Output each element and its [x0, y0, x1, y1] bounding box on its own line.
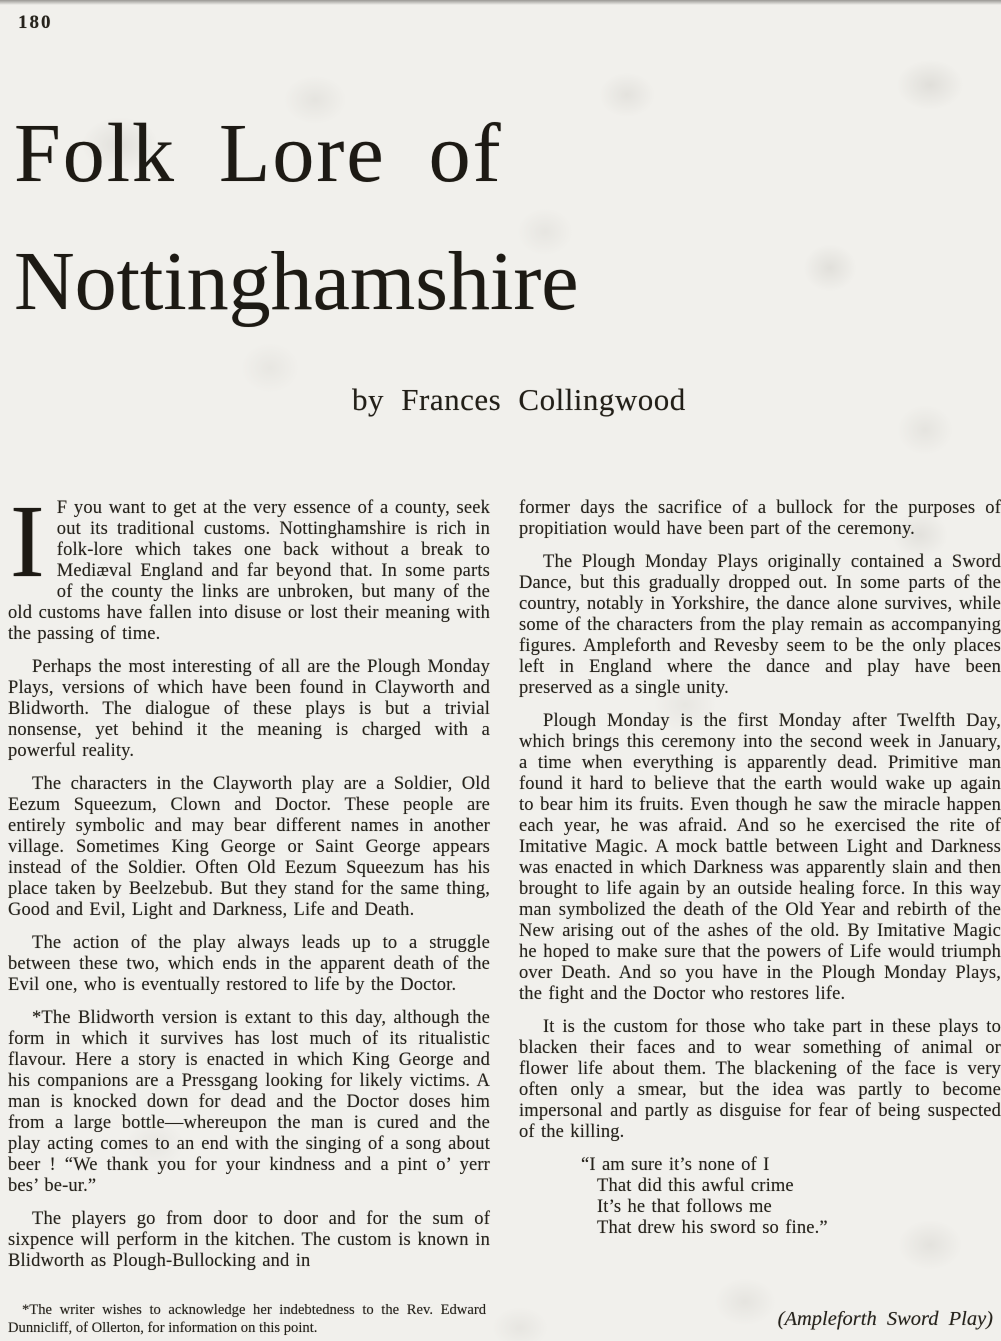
verse-line: That drew his sword so fine.”: [597, 1218, 828, 1238]
byline: by Frances Collingwood: [352, 382, 686, 417]
paragraph: Plough Monday is the first Monday after Twelfth Day, which brings this ceremony into the second week in January, a time when everything is apparently dead. Primitive man found it hard to believe that the earth would wake up again to bear him its fruits. Even though he saw the miracle happen each year, he was afraid. And so he exercised the rite of Imitative Magic. A mock battle between Light and Darkness was enacted in which Darkness was apparently slain and then brought to life again by an outside healing force. In this way man symbolized the death of the Old Year and rebirth of the New arising out of the ashes of the old. By Imitative Magic he hoped to make sure that the powers of Life would triumph over Death. And so you have in the Plough Monday Plays, the fight and the Doctor who restores life.: [519, 711, 1001, 1004]
paragraph-continuation: former days the sacrifice of a bullock for the purposes of propitiation would have been part of the ceremony.: [519, 498, 1001, 539]
verse-line: “I am sure it’s none of I: [581, 1155, 770, 1175]
right-column: [519, 498, 1001, 1239]
drop-cap-letter: I: [10, 484, 45, 599]
left-column: [8, 484, 490, 1284]
page-number: 180: [18, 12, 53, 33]
article-title-line-1: Folk Lore of: [14, 107, 503, 200]
verse-line: That did this awful crime: [597, 1176, 794, 1196]
paragraph: *The Blidworth version is extant to this day, although the form in which it survives has lost much of its ritualistic flavour. Here a story is enacted in which King George and his companions are a Pressgang looking for likely victims. A man is knocked down for dead and the Doctor doses him from a large bottle—whereupon the man is cured and the play acting comes to an end with the singing of a song about beer ! “We thank you for your kindness and a pint o’ yerr bes’ be-ur.”: [8, 1008, 490, 1196]
article-title-line-2: Nottinghamshire: [14, 235, 579, 328]
verse-attribution: (Ampleforth Sword Play): [777, 1308, 993, 1330]
paragraph-text: F you want to get at the very essence of a county, seek out its traditional customs. Nottinghamshire is rich in folk-lore which takes one back without a break to Mediæval England and far beyond that. In some parts of the county the links are unbroken, but many of the old customs have fallen into disuse or lost their meaning with the passing of time.: [8, 498, 490, 644]
footnote: *The writer wishes to acknowledge her indebtedness to the Rev. Edward Dunnicliff, of Ollerton, for information on this point.: [8, 1302, 486, 1336]
paragraph: The action of the play always leads up to a struggle between these two, which ends in the apparent death of the Evil one, who is eventually restored to life by the Doctor.: [8, 933, 490, 995]
paragraph: It is the custom for those who take part in these plays to blacken their faces and to wear something of animal or flower life about them. The blackening of the face is very often only a smear, but the idea was partly to become impersonal and partly as disguise for fear of being suspected of the killing.: [519, 1017, 1001, 1142]
paragraph: The Plough Monday Plays originally contained a Sword Dance, but this gradually dropped out. In some parts of the country, notably in Yorkshire, the dance alone survives, while some of the characters from the play remain as accompanying figures. Ampleforth and Revesby seem to be the only places left in England where the dance and play have been preserved as a single unity.: [519, 552, 1001, 698]
verse-quote: [581, 1155, 1001, 1239]
scan-edge-shadow: [0, 0, 1001, 5]
paragraph: The players go from door to door and for the sum of sixpence will perform in the kitchen. The custom is known in Blidworth as Plough-Bullocking and in: [8, 1209, 490, 1271]
paragraph: Perhaps the most interesting of all are the Plough Monday Plays, versions of which have been found in Clayworth and Blidworth. The dialogue of these plays is but a trivial nonsense, yet behind it the meaning is charged with a powerful reality.: [8, 657, 490, 761]
paragraph: The characters in the Clayworth play are a Soldier, Old Eezum Squeezum, Clown and Doctor. These people are entirely symbolic and may bear different names in another village. Sometimes King George or Saint George appears instead of the Soldier. Often Old Eezum Squeezum has his place taken by Beelzebub. But they stand for the same thing, Good and Evil, Light and Darkness, Life and Death.: [8, 774, 490, 920]
paragraph-intro: [8, 484, 490, 645]
verse-line: It’s he that follows me: [597, 1197, 772, 1217]
